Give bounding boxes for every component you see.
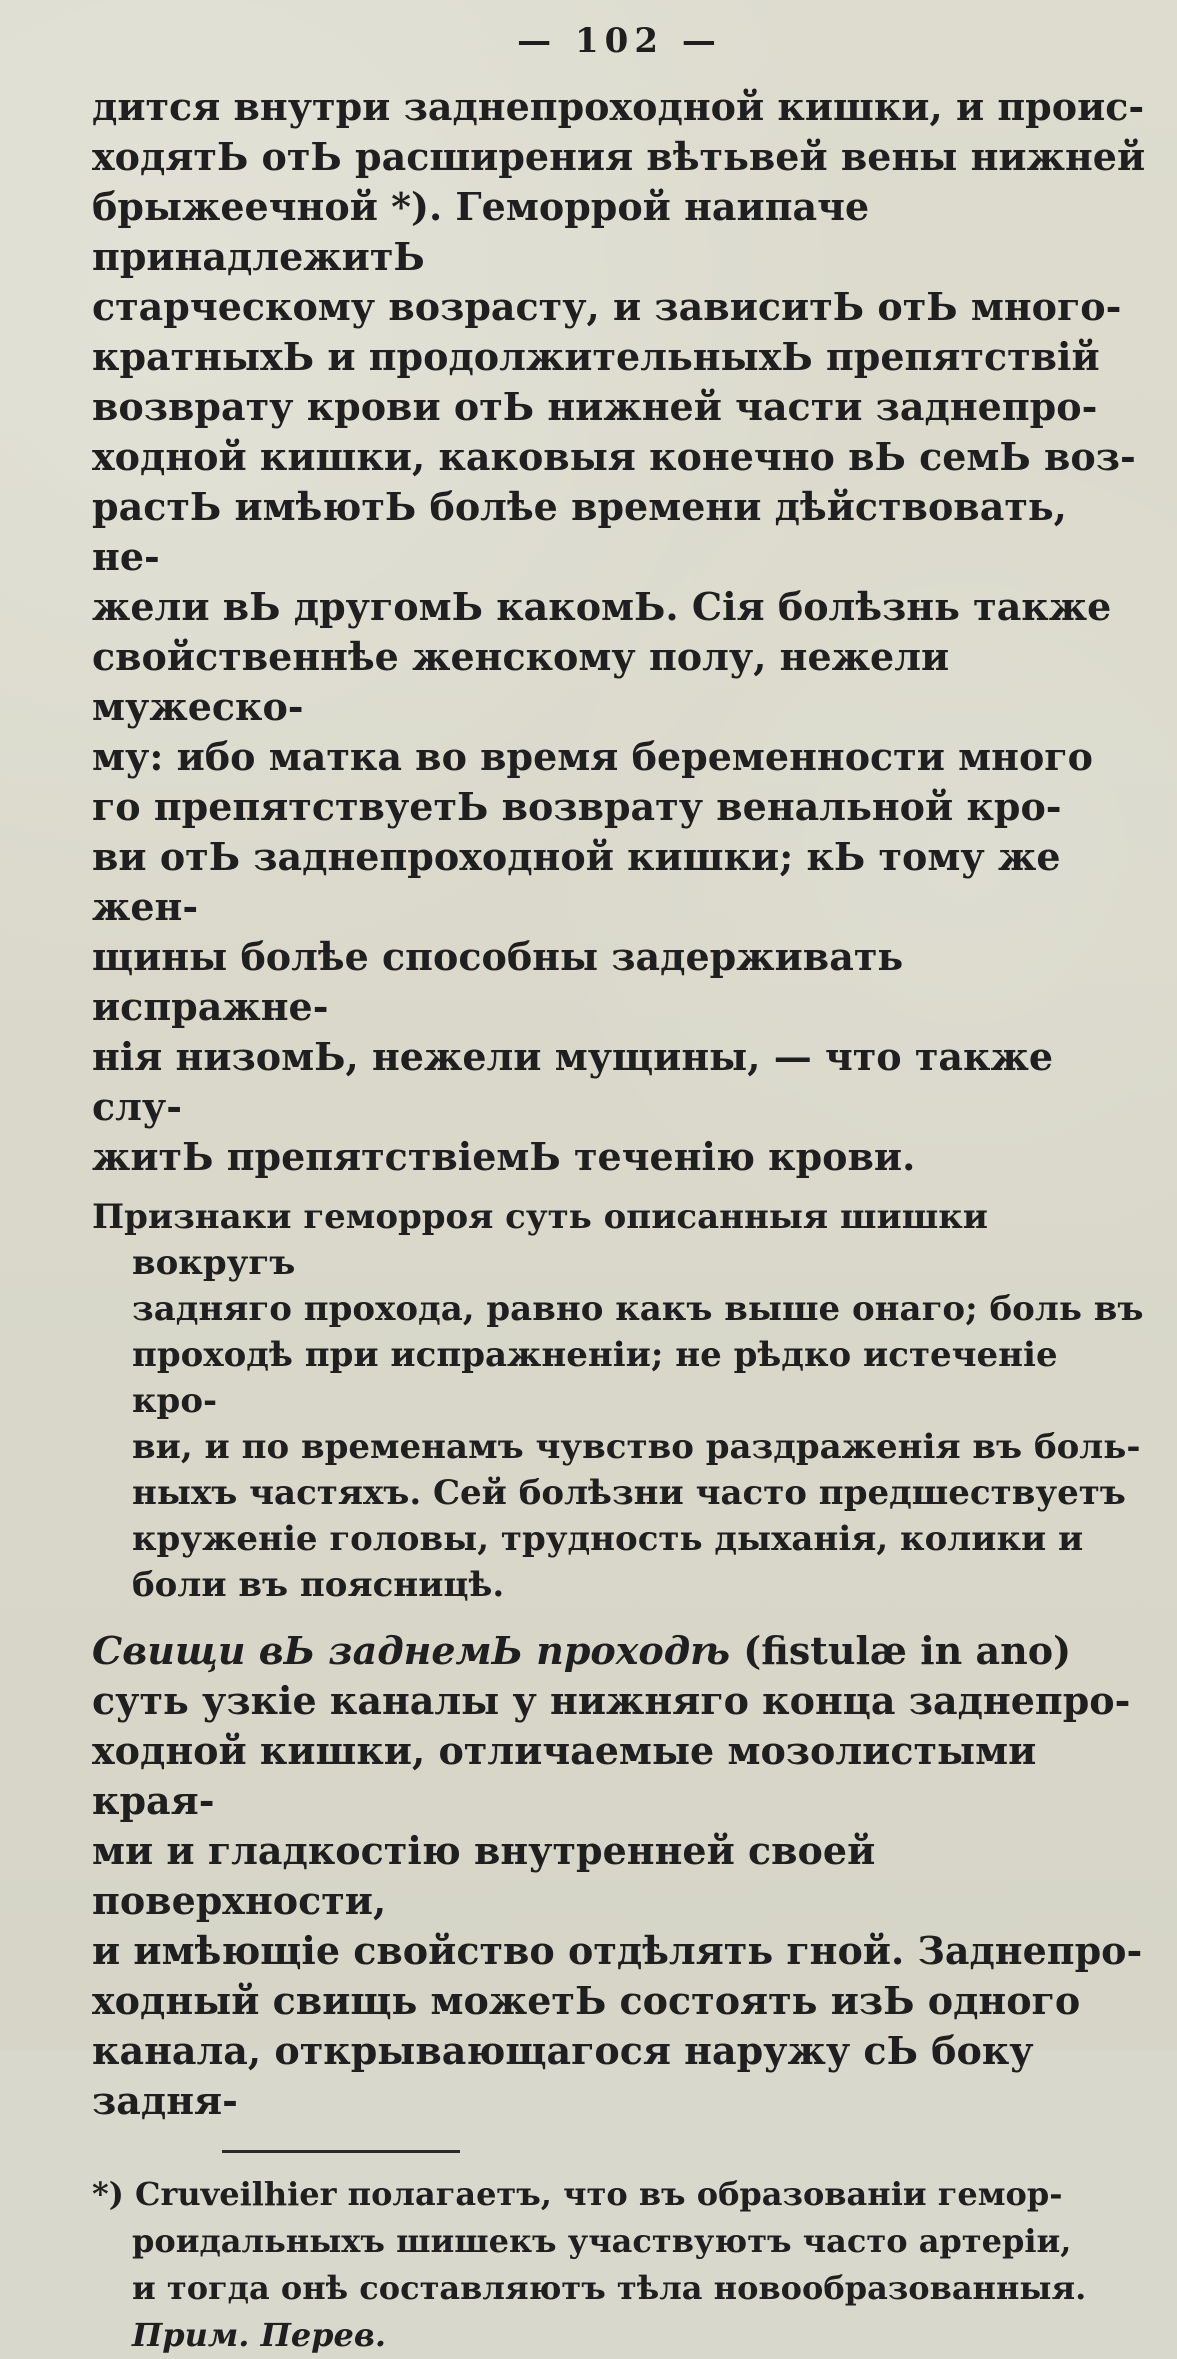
page-number: — 102 — [517, 21, 722, 61]
footnote-attribution: Прим. Перев. [132, 2316, 387, 2354]
footnote-divider [222, 2150, 460, 2153]
footnote-text: *) Cruveilhier полагаетъ, что въ образованіи гемор- роидальныхъ шишекъ участвуютъ часто артеріи, и тогда онѣ составляютъ тѣла новообразованныя. [92, 2175, 1087, 2307]
paragraph-3-body: (fistulæ in ano) суть узкіе каналы у нижняго конца заднепро- ходной кишки, отличаемые мозолистыми края- ми и гладкостію внутренней своей поверхности, и имѣющіе свойство отдѣлять гной. Заднепро- ходный свищь можетЬ состоять изЬ одного канала, открывающагося наружу сЬ боку задня- [92, 1628, 1143, 2123]
main-paragraph-3 [92, 1626, 1147, 2126]
footnote [92, 2171, 1147, 2359]
paragraph-3-title: Свищи вЬ заднемЬ проходѣ [92, 1628, 731, 1673]
main-paragraph-1: дится внутри заднепроходной кишки, и проис- ходятЬ отЬ расширения вѣтьвей вены нижней брыжеечной *). Геморрой наипаче принадлежитЬ старческому возрасту, и зависитЬ отЬ много- кратныхЬ и продолжительныхЬ препятствій возврату крови отЬ нижней части заднепро- ходной кишки, каковыя конечно вЬ семЬ воз- растЬ имѣютЬ болѣе времени дѣйствовать, не- жели вЬ другомЬ какомЬ. Сія болѣзнь также свойственнѣе женскому полу, нежели мужеско- му: ибо матка во время беременности много го препятствуетЬ возврату венальной кро- ви отЬ заднепроходной кишки; кЬ тому же жен- щины болѣе способны задерживать испражне- нія низомЬ, нежели мущины, — что также слу- житЬ препятствіемЬ теченію крови. [92, 84, 1146, 1179]
main-paragraph-2: Признаки геморроя суть описанныя шишки вокругъ задняго прохода, равно какъ выше онаго; боль въ проходѣ при испражненіи; не рѣдко истеченіе кро- ви, и по временамъ чувство раздраженія въ боль- ныхъ частяхъ. Сей болѣзни часто предшествуетъ круженіе головы, трудность дыханія, колики и боли въ поясницѣ. [92, 1197, 1144, 1605]
